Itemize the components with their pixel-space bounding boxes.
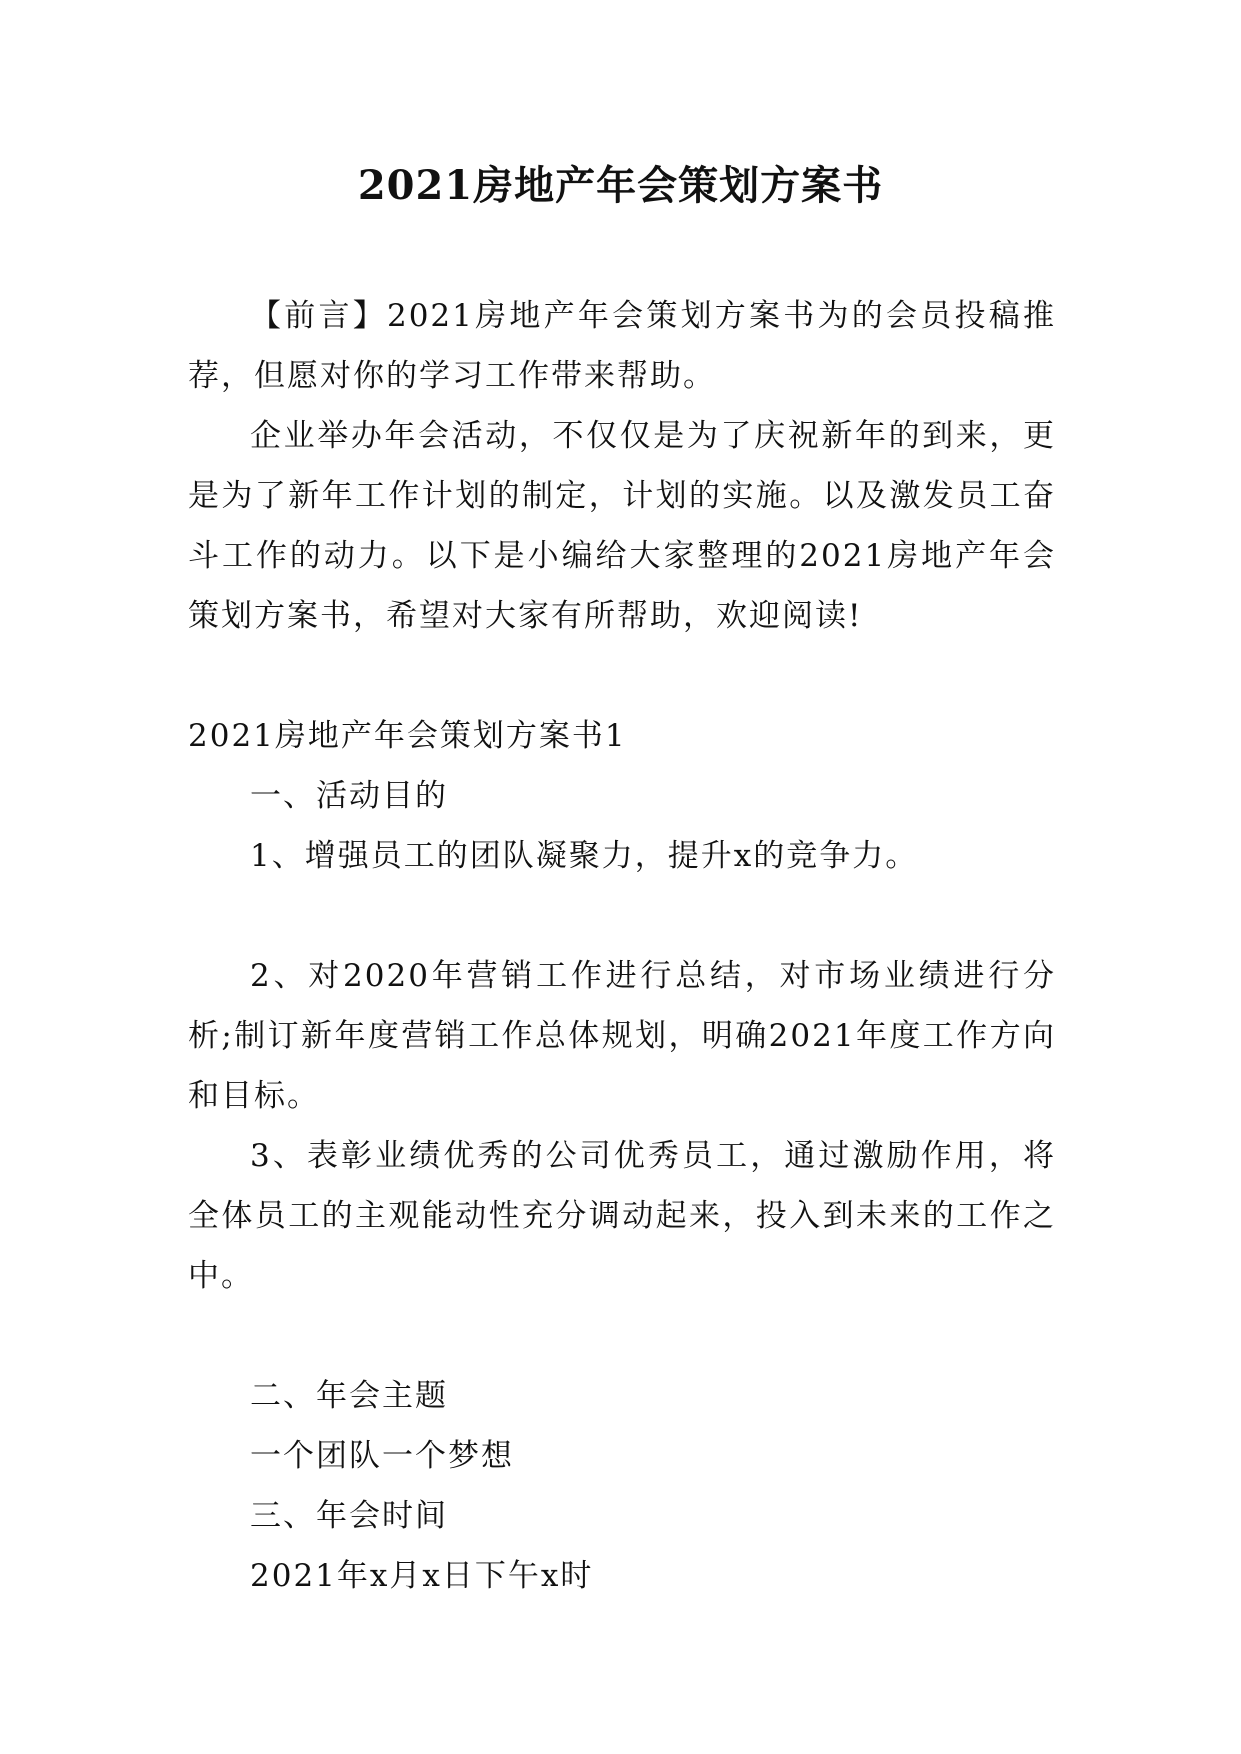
subheading-activity-purpose: 一、活动目的	[250, 778, 448, 814]
subheading-theme: 二、年会主题	[250, 1378, 448, 1414]
purpose-item-2: 2、对2020年营销工作进行总结，对市场业绩进行分析;制订新年度营销工作总体规划，明确2021年度工作方向和目标。	[188, 958, 1056, 1114]
purpose-item-1: 1、增强员工的团队凝聚力，提升x的竞争力。	[250, 838, 919, 874]
preface-paragraph: 【前言】2021房地产年会策划方案书为的会员投稿推荐，但愿对你的学习工作带来帮助。	[188, 298, 1056, 394]
spacer	[188, 646, 1056, 706]
theme-text: 一个团队一个梦想	[250, 1438, 514, 1474]
document-title: 2021房地产年会策划方案书	[357, 162, 884, 209]
intro-paragraph: 企业举办年会活动，不仅仅是为了庆祝新年的到来，更是为了新年工作计划的制定，计划的实施。以及激发员工奋斗工作的动力。以下是小编给大家整理的2021房地产年会策划方案书，希望对大家有所帮助，欢迎阅读!	[188, 418, 1056, 634]
time-text: 2021年x月x日下午x时	[250, 1558, 594, 1594]
spacer	[188, 1306, 1056, 1366]
subheading-time: 三、年会时间	[250, 1498, 448, 1534]
section-heading: 2021房地产年会策划方案书1	[188, 718, 627, 754]
spacer	[188, 886, 1056, 946]
document-body	[188, 286, 1056, 1606]
purpose-item-3: 3、表彰业绩优秀的公司优秀员工，通过激励作用，将全体员工的主观能动性充分调动起来，投入到未来的工作之中。	[188, 1138, 1056, 1294]
